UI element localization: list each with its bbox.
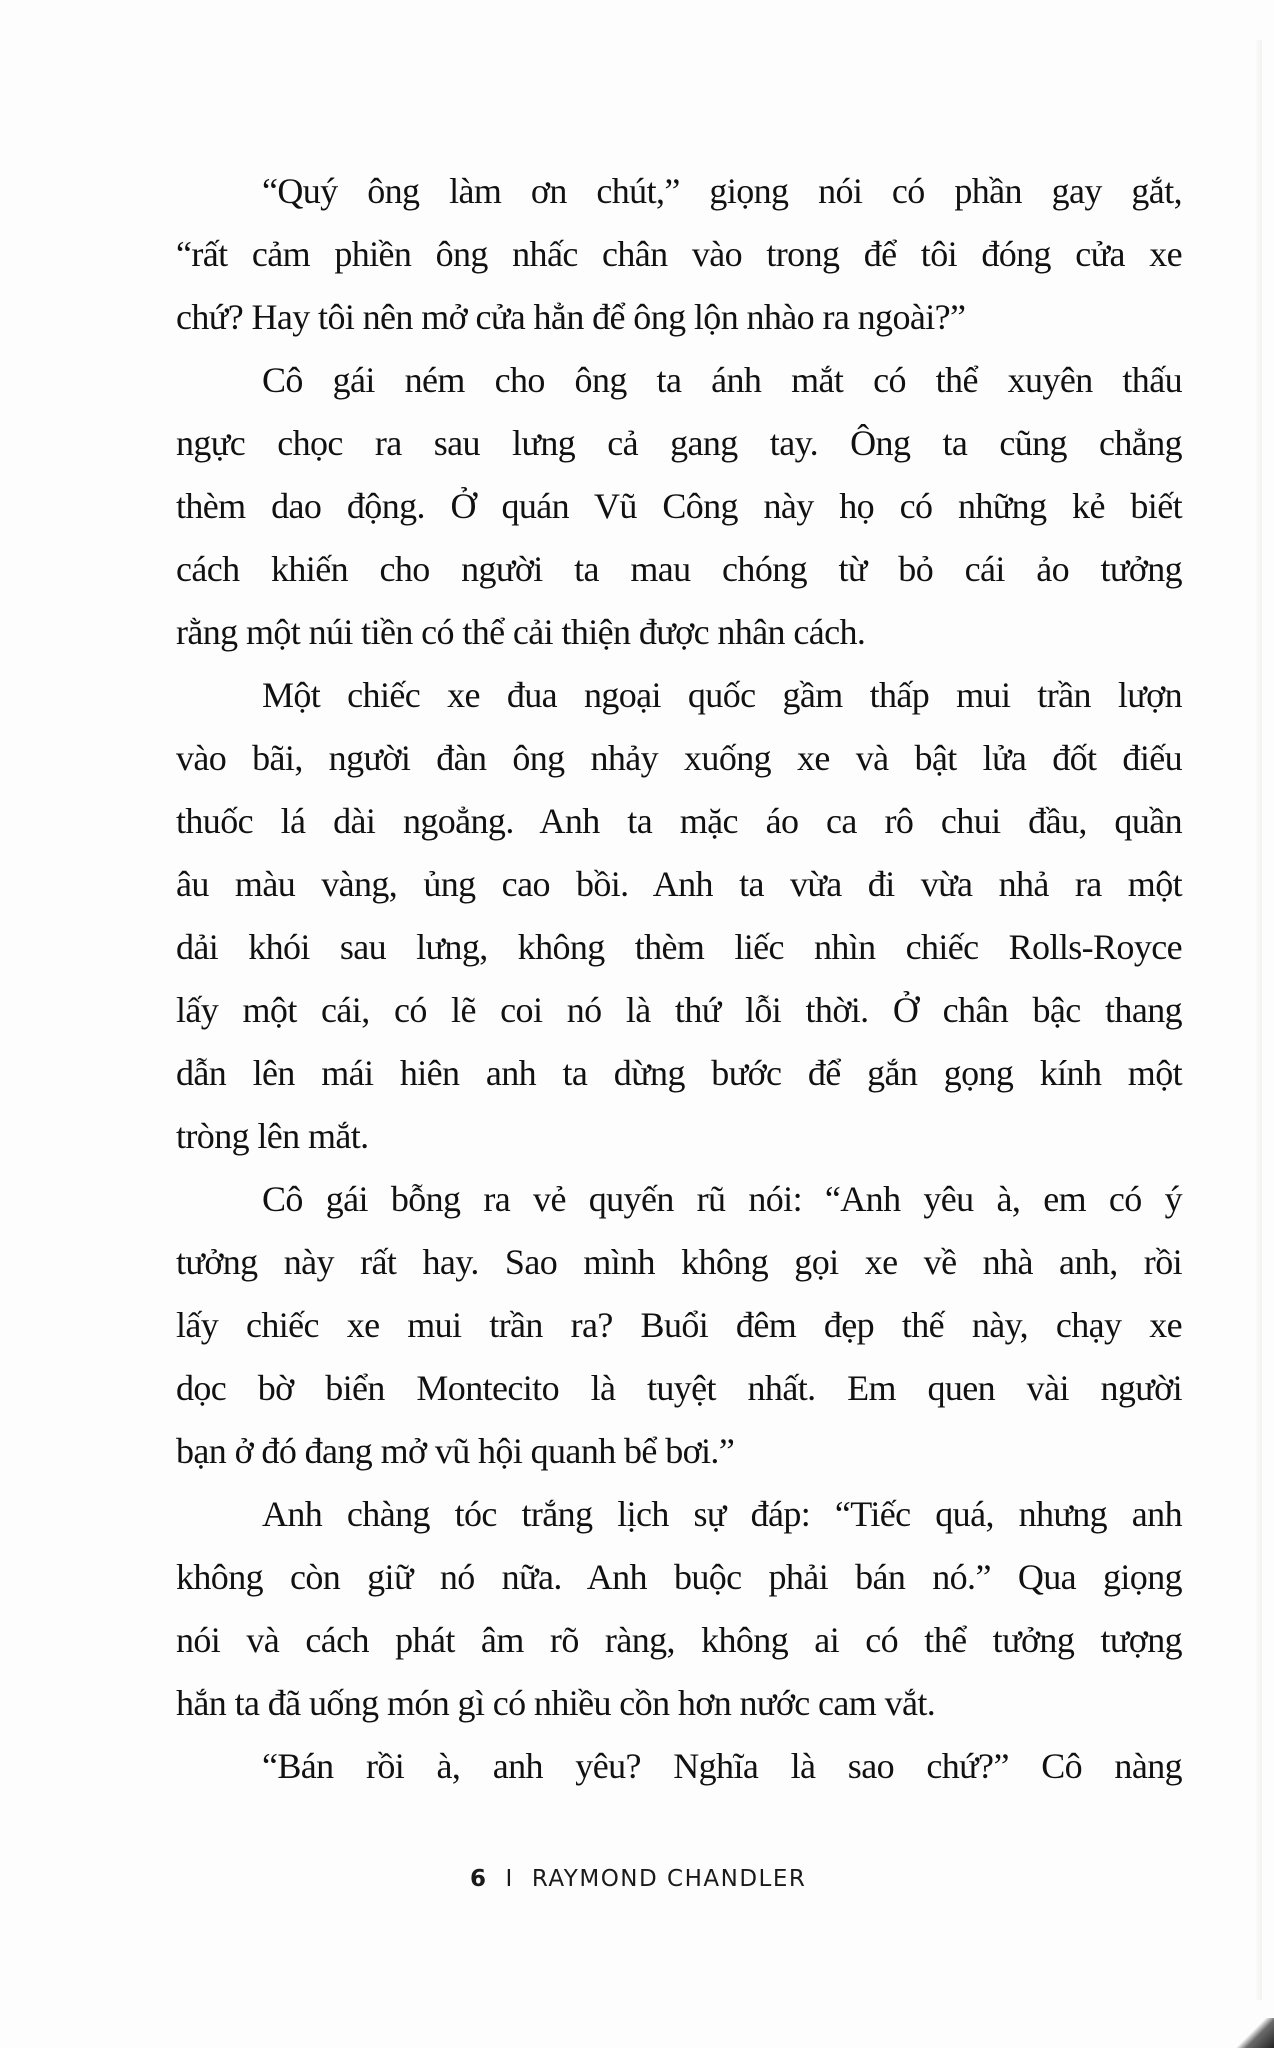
corner-shadow bbox=[1234, 2018, 1274, 2048]
text-line: “rất cảm phiền ông nhấc chân vào trong để tôi đóng cửa xe bbox=[176, 234, 1182, 274]
text-line: Cô gái bỗng ra vẻ quyến rũ nói: “Anh yêu à, em có ý bbox=[262, 1179, 1182, 1219]
text-line: bạn ở đó đang mở vũ hội quanh bể bơi.” bbox=[176, 1431, 735, 1471]
text-line: rằng một núi tiền có thể cải thiện được nhân cách. bbox=[176, 612, 866, 652]
text-line: vào bãi, người đàn ông nhảy xuống xe và bật lửa đốt điếu bbox=[176, 738, 1182, 778]
page-number: 6 bbox=[470, 1866, 488, 1892]
running-footer-author: RAYMOND CHANDLER bbox=[531, 1866, 807, 1892]
text-line: lấy một cái, có lẽ coi nó là thứ lỗi thời. Ở chân bậc thang bbox=[176, 990, 1182, 1030]
text-line: hắn ta đã uống món gì có nhiều cồn hơn nước cam vắt. bbox=[176, 1683, 936, 1723]
text-line: thuốc lá dài ngoẳng. Anh ta mặc áo ca rô chui đầu, quần bbox=[176, 801, 1182, 841]
text-line: Một chiếc xe đua ngoại quốc gầm thấp mui trần lượn bbox=[262, 675, 1182, 715]
text-line: dải khói sau lưng, không thèm liếc nhìn chiếc Rolls-Royce bbox=[176, 927, 1182, 967]
text-line: dẫn lên mái hiên anh ta dừng bước để gắn gọng kính một bbox=[176, 1053, 1182, 1093]
text-line: cách khiến cho người ta mau chóng từ bỏ cái ảo tưởng bbox=[176, 549, 1182, 589]
text-line: “Bán rồi à, anh yêu? Nghĩa là sao chứ?” Cô nàng bbox=[262, 1746, 1182, 1786]
text-line: “Quý ông làm ơn chút,” giọng nói có phần gay gắt, bbox=[262, 171, 1182, 211]
text-line: lấy chiếc xe mui trần ra? Buổi đêm đẹp thế này, chạy xe bbox=[176, 1305, 1182, 1345]
text-line: tròng lên mắt. bbox=[176, 1116, 369, 1156]
text-line: dọc bờ biển Montecito là tuyệt nhất. Em quen vài người bbox=[176, 1368, 1182, 1408]
text-line: ngực chọc ra sau lưng cả gang tay. Ông ta cũng chẳng bbox=[176, 423, 1182, 463]
text-line: thèm dao động. Ở quán Vũ Công này họ có những kẻ biết bbox=[176, 486, 1182, 526]
text-line: âu màu vàng, ủng cao bồi. Anh ta vừa đi vừa nhả ra một bbox=[176, 864, 1182, 904]
text-line: nói và cách phát âm rõ ràng, không ai có thể tưởng tượng bbox=[176, 1620, 1182, 1660]
text-line: Cô gái ném cho ông ta ánh mắt có thể xuyên thấu bbox=[262, 360, 1182, 400]
text-line: tưởng này rất hay. Sao mình không gọi xe về nhà anh, rồi bbox=[176, 1242, 1182, 1282]
text-line: không còn giữ nó nữa. Anh buộc phải bán nó.” Qua giọng bbox=[176, 1557, 1182, 1597]
page-edge bbox=[1256, 40, 1262, 2000]
footer-separator: I bbox=[505, 1866, 514, 1892]
body-text bbox=[176, 160, 1182, 1798]
text-line: Anh chàng tóc trắng lịch sự đáp: “Tiếc quá, nhưng anh bbox=[262, 1494, 1182, 1534]
page-footer bbox=[470, 1866, 860, 1892]
text-line: chứ? Hay tôi nên mở cửa hẳn để ông lộn nhào ra ngoài?” bbox=[176, 297, 966, 337]
